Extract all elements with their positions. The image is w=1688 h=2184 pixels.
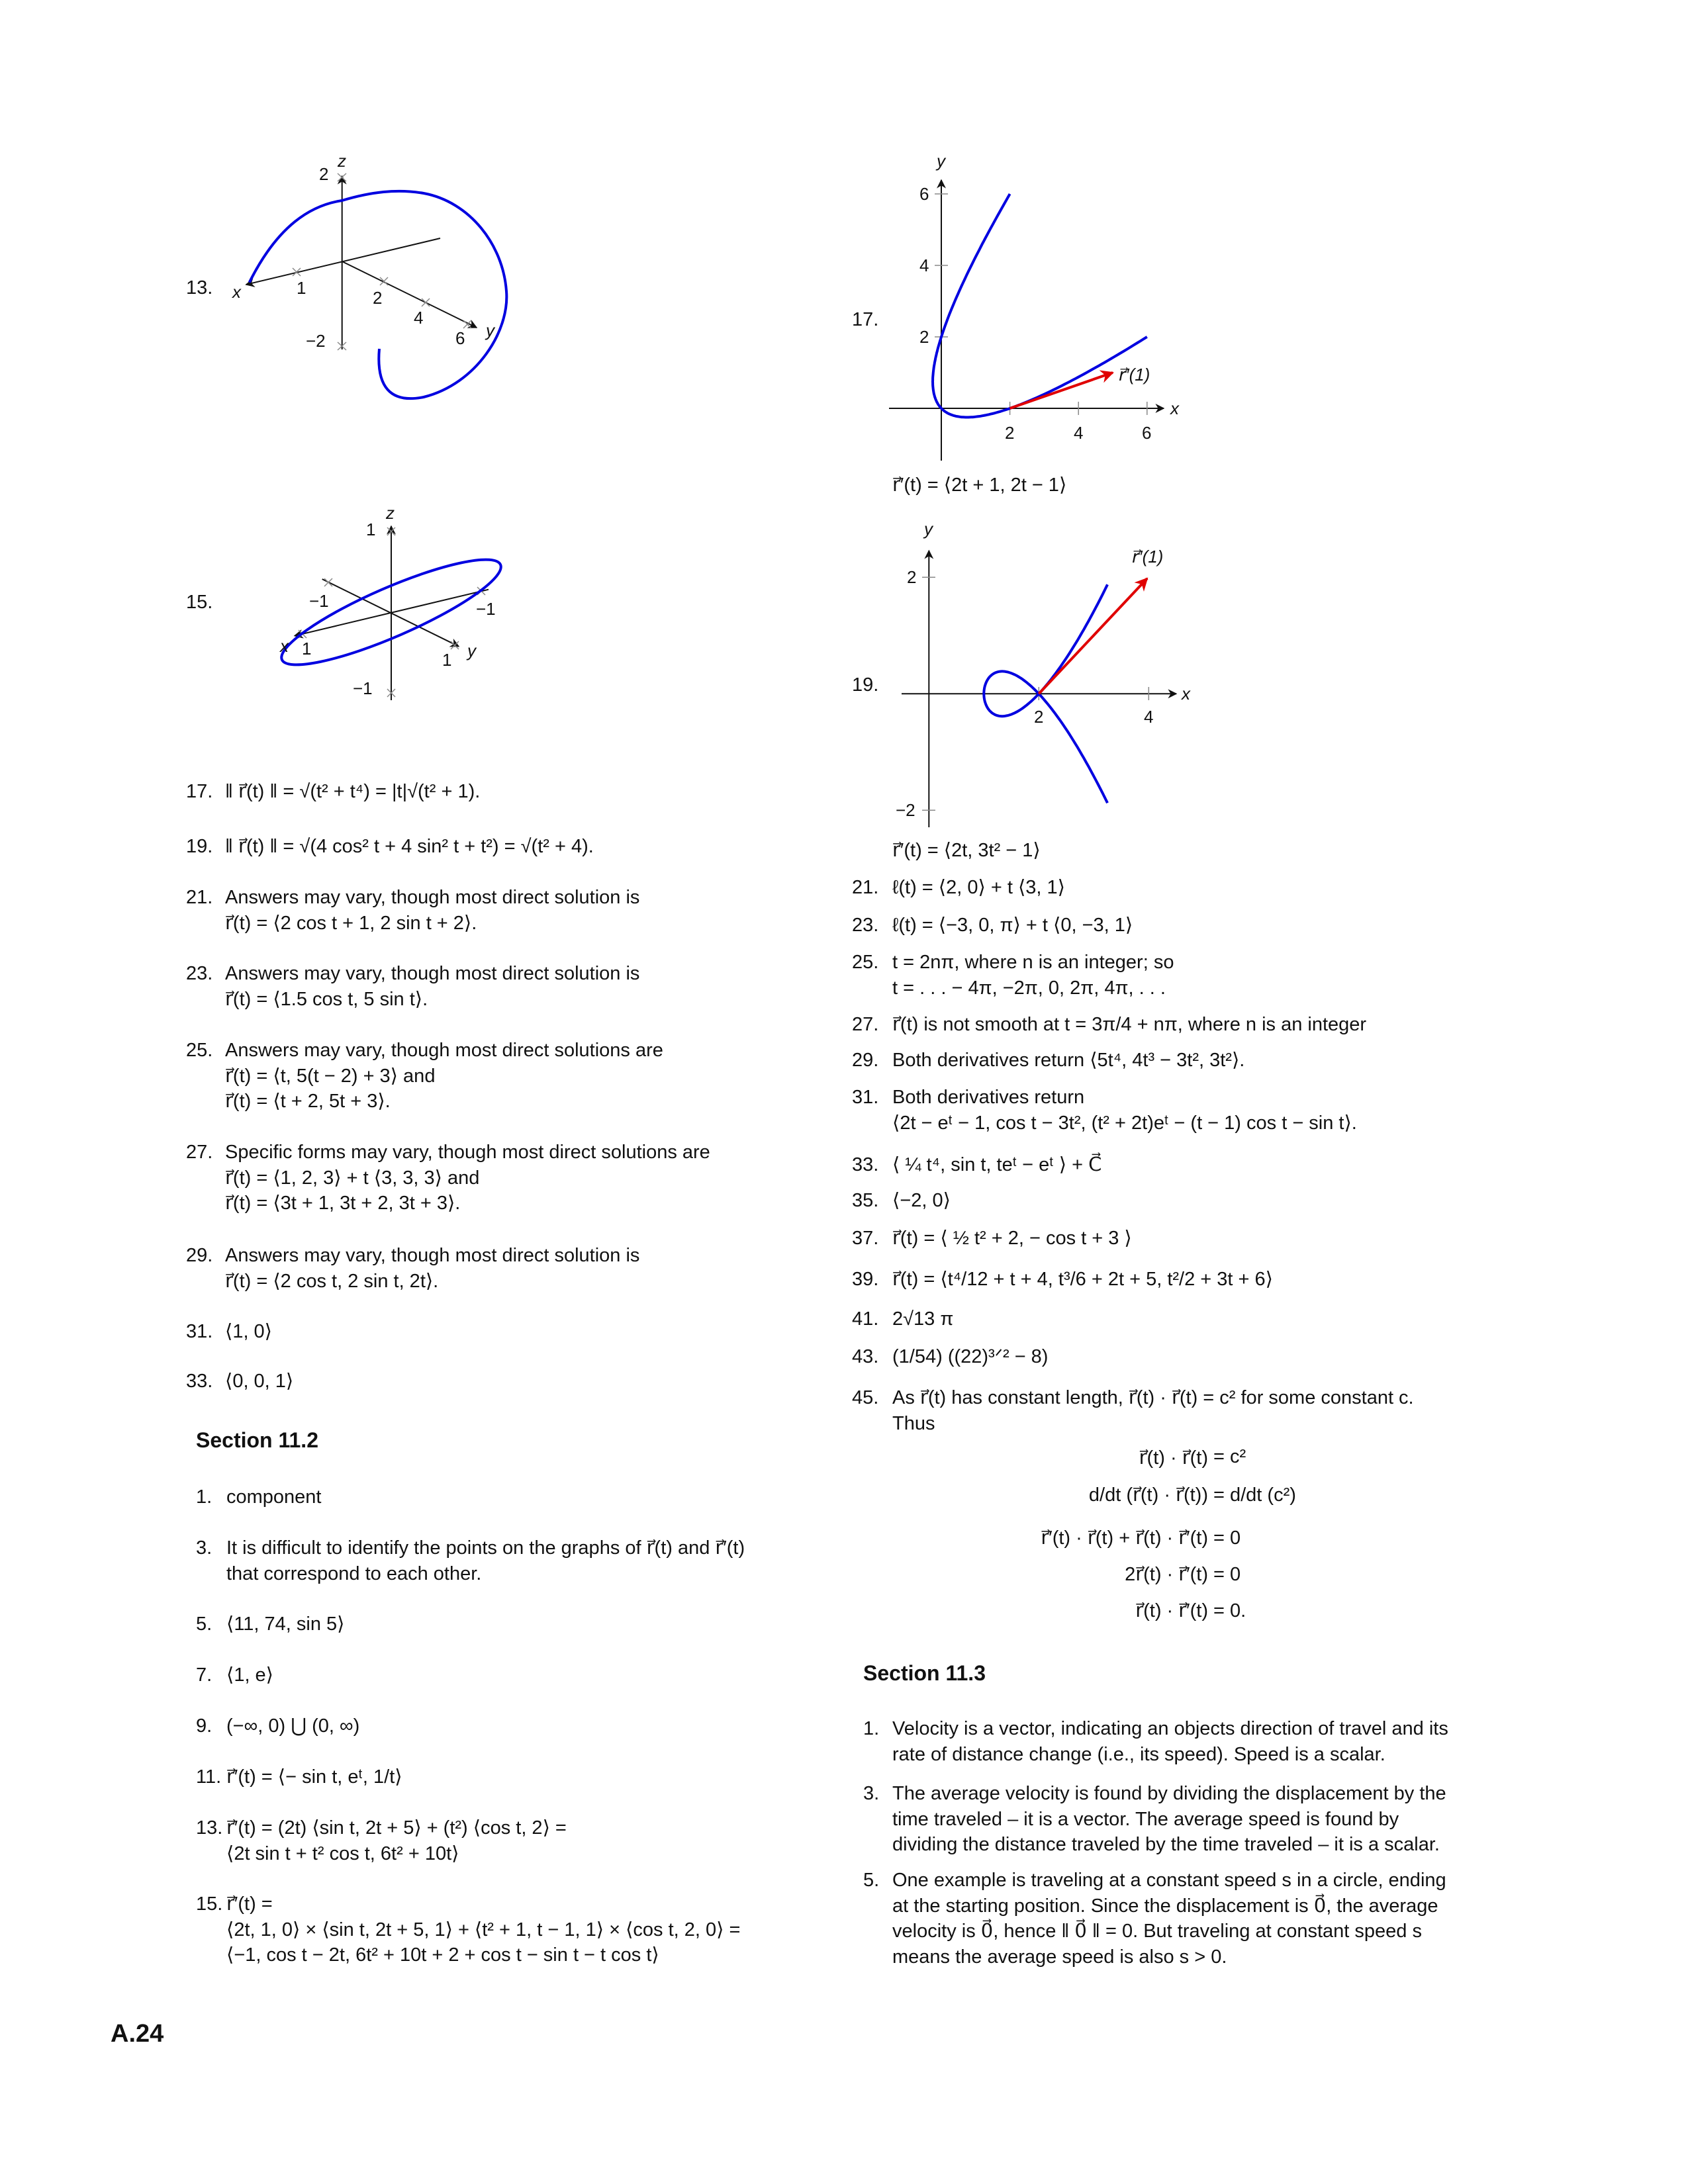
answer-number: 25. [852,952,879,973]
answer-number: 29. [852,1050,879,1071]
answer-item [196,1713,359,1739]
answer-text: ⟨1, e⟩ [226,1664,273,1686]
answer-text: ⟨1, 0⟩ [225,1321,272,1342]
answer-item [196,1662,273,1688]
y-tick-label: 2 [907,567,917,587]
answer-item [863,1868,1446,1970]
answer-number: 21. [186,887,213,908]
answer-item [186,1319,272,1345]
answer-number: 31. [186,1321,213,1342]
x-tick-label: 6 [1142,423,1152,443]
answer-text: r⃗(t) = ⟨ ½ t² + 2, − cos t + 3 ⟩ [892,1228,1132,1249]
answer-text: r⃗(t) = ⟨3t + 1, 3t + 2, 3t + 3⟩. [225,1193,461,1214]
answer-text: ℓ(t) = ⟨−3, 0, π⟩ + t ⟨0, −3, 1⟩ [892,915,1133,936]
answer-text: t = 2nπ, where n is an integer; so [892,952,1174,973]
tick-marks [935,194,1147,415]
answer-item [852,1267,1273,1293]
answer-item [186,1369,293,1394]
figure-number: 17. [852,309,879,330]
equation-rhs: = d/dt (c²) [1213,1484,1296,1506]
answer-number: 27. [852,1014,879,1035]
figure-number: 19. [852,674,879,696]
x-tick-label: 2 [1034,707,1044,727]
answer-text: ⟨0, 0, 1⟩ [225,1371,294,1392]
derivative-vector [1039,578,1147,694]
y-tick-label: 6 [919,184,929,204]
answer-number: 29. [186,1245,213,1266]
answer-number: 7. [196,1664,212,1686]
answer-item [852,1152,1102,1178]
equation-rhs: = c² [1213,1446,1246,1467]
answer-number: 31. [852,1087,879,1108]
y-tick-label: 2 [373,288,383,308]
y-axis [322,579,459,647]
figure-number: 13. [186,277,213,298]
answer-text: Answers may vary, though most direct solution is [225,1245,640,1266]
y-axis [342,261,477,328]
answer-number: 25. [186,1040,213,1061]
answer-text: r⃗′(t) = (2t) ⟨sin t, 2t + 5⟩ + (t²) ⟨cos t, 2⟩ = [226,1817,567,1839]
z-tick-label: 2 [319,164,329,184]
figure-15-3d-curve [272,503,510,700]
answer-item [186,834,594,860]
x-axis-label: x [280,636,289,656]
answer-text: Answers may vary, though most direct solution is [225,887,640,908]
answer-item [852,875,1065,901]
x-tick-label: 2 [1005,423,1015,443]
answer-text: means the average speed is also s > 0. [892,1946,1227,1968]
answer-number: 43. [852,1346,879,1367]
y-tick-label: 4 [414,308,424,328]
figure-17-caption: r⃗′(t) = ⟨2t + 1, 2t − 1⟩ [892,475,1067,496]
answer-item [186,1140,710,1216]
y-tick-label: −1 [309,591,329,611]
answer-text: (−∞, 0) ⋃ (0, ∞) [226,1715,360,1737]
answer-text: (1/54) ((22)³ᐟ² − 8) [892,1346,1049,1367]
answer-item [186,885,639,936]
answer-text: It is difficult to identify the points on the graphs of r⃗(t) and r⃗′(t) [226,1537,745,1559]
answer-text: ⟨ ¼ t⁴, sin t, teᵗ − eᵗ ⟩ + C⃗ [892,1154,1102,1175]
answer-item [852,1306,953,1332]
equation-lhs: r⃗(t) · r⃗(t) [1139,1447,1208,1469]
answer-number: 1. [196,1486,212,1508]
figure-19-plot [896,519,1191,827]
answer-item [196,1764,402,1790]
answer-number: 3. [863,1783,880,1804]
answer-number: 45. [852,1387,879,1408]
answer-number: 17. [186,781,213,802]
answer-number: 23. [852,915,879,936]
answer-item [852,1012,1366,1038]
z-tick-label: −1 [353,678,373,698]
answer-text: ⟨2t sin t + t² cos t, 6t² + 10t⟩ [226,1843,459,1864]
answer-text: ⟨2t − eᵗ − 1, cos t − 3t², (t² + 2t)eᵗ − (t − 1) cos t − sin t⟩. [892,1112,1357,1134]
answer-text: component [226,1486,322,1508]
answer-text: time traveled – it is a vector. The average speed is found by [892,1808,1399,1830]
answer-text: r⃗(t) = ⟨t⁴/12 + t + 4, t³/6 + 2t + 5, t²/2 + 3t + 6⟩ [892,1269,1273,1290]
answer-text: ⟨−2, 0⟩ [892,1190,951,1211]
vector-label: r⃗′(1) [1119,365,1150,385]
x-axis-label: x [1182,684,1190,704]
answer-text: r⃗(t) = ⟨1.5 cos t, 5 sin t⟩. [225,988,428,1010]
equation-lhs: 2r⃗(t) · r⃗′(t) [1125,1564,1208,1585]
answer-item [186,961,639,1012]
y-tick-label: 2 [919,327,929,347]
vector-label: r⃗′(1) [1132,547,1164,567]
answer-text: that correspond to each other. [226,1563,482,1584]
answer-text: ‖ r⃗(t) ‖ = √(t² + t⁴) = |t|√(t² + 1). [225,781,481,802]
answer-text: r⃗(t) = ⟨t, 5(t − 2) + 3⟩ and [225,1065,436,1087]
answer-number: 33. [852,1154,879,1175]
curve [933,194,1147,418]
x-axis-label: x [1170,398,1179,418]
y-tick-label: 1 [442,650,452,670]
z-tick-label: 1 [366,520,376,539]
x-tick-label: 4 [1074,423,1084,443]
equation-rhs: = 0. [1213,1600,1246,1621]
answer-text: dividing the distance traveled by the time traveled – it is a scalar. [892,1834,1440,1855]
answer-text: r⃗(t) = ⟨1, 2, 3⟩ + t ⟨3, 3, 3⟩ and [225,1167,480,1189]
answer-number: 27. [186,1142,213,1163]
answer-number: 1. [863,1718,880,1739]
answer-item [852,1048,1244,1073]
answer-text: Both derivatives return [892,1087,1085,1108]
figure-number: 15. [186,592,213,613]
answer-item [852,913,1133,938]
answer-number: 11. [196,1766,222,1788]
x-tick-label: 1 [297,278,306,298]
figure-17-plot [889,151,1180,461]
answer-text: Answers may vary, though most direct solutions are [225,1040,663,1061]
y-axis-label: y [486,320,494,340]
answer-text: One example is traveling at a constant speed s in a circle, ending [892,1870,1446,1891]
y-axis-label: y [924,519,933,539]
answer-number: 37. [852,1228,879,1249]
equation-rhs: = 0 [1213,1564,1241,1585]
y-tick-label: −2 [896,800,915,820]
y-tick-label: 4 [919,255,929,275]
answer-item [852,1344,1048,1370]
answer-number: 19. [186,836,213,857]
answer-item [186,1038,663,1115]
answer-text: r⃗(t) is not smooth at t = 3π/4 + nπ, where n is an integer [892,1014,1367,1035]
figure-19-caption: r⃗′(t) = ⟨2t, 3t² − 1⟩ [892,840,1041,861]
answer-text: 2√13 π [892,1308,954,1330]
answer-text: r⃗′(t) = [226,1893,273,1915]
figure-13-3d-curve [231,151,506,398]
answer-text: t = . . . − 4π, −2π, 0, 2π, 4π, . . . [892,977,1166,999]
derivation-block [927,1446,1296,1629]
y-tick-label: 6 [455,328,465,348]
answer-text: ⟨2t, 1, 0⟩ × ⟨sin t, 2t + 5, 1⟩ + ⟨t² + 1, t − 1, 1⟩ × ⟨cos t, 2, 0⟩ = [226,1919,741,1940]
equation-lhs: d/dt (r⃗(t) · r⃗(t)) [1088,1484,1208,1506]
equation-lhs: r⃗(t) · r⃗′(t) [1135,1600,1208,1621]
answer-text: Thus [892,1412,935,1434]
answer-item [186,1243,639,1294]
answer-text: velocity is 0⃗, hence ‖ 0⃗ ‖ = 0. But traveling at constant speed s [892,1921,1422,1942]
answer-number: 15. [196,1893,223,1915]
answer-text: r⃗(t) = ⟨2 cos t, 2 sin t, 2t⟩. [225,1270,439,1292]
answer-number: 35. [852,1190,879,1211]
answer-text: Answers may vary, though most direct solution is [225,963,640,984]
z-axis-label: z [386,503,395,523]
answer-text: ‖ r⃗(t) ‖ = √(4 cos² t + 4 sin² t + t²) = √(t² + 4). [225,836,594,857]
equation-rhs: = 0 [1213,1527,1241,1549]
answer-item [852,1085,1357,1136]
answer-number: 13. [196,1817,223,1839]
answer-text: ⟨11, 74, sin 5⟩ [226,1614,345,1635]
answer-text: ℓ(t) = ⟨2, 0⟩ + t ⟨3, 1⟩ [892,877,1065,898]
answer-number: 33. [186,1371,213,1392]
answer-number: 39. [852,1269,879,1290]
answer-text: at the starting position. Since the displacement is 0⃗, the average [892,1895,1438,1917]
answer-text: Both derivatives return ⟨5t⁴, 4t³ − 3t², 3t²⟩. [892,1050,1245,1071]
answer-item [186,779,480,805]
answer-text: The average velocity is found by dividing the displacement by the [892,1783,1446,1804]
answer-item [196,1891,740,1968]
answer-number: 5. [863,1870,880,1891]
answer-item [196,1815,567,1866]
x-tick-label: 1 [302,639,312,659]
answer-text: Velocity is a vector, indicating an objects direction of travel and its [892,1718,1448,1739]
answer-number: 9. [196,1715,212,1737]
answer-item [852,1188,951,1214]
answer-number: 23. [186,963,213,984]
answer-item [863,1716,1448,1767]
z-tick-label: −2 [306,331,326,351]
x-tick-label: −1 [476,599,496,619]
derivative-vector [1010,373,1113,408]
answer-item [852,950,1174,1001]
x-tick-label: 4 [1144,707,1154,727]
answer-text: ⟨−1, cos t − 2t, 6t² + 10t + 2 + cos t − sin t − t cos t⟩ [226,1944,659,1966]
answer-text: As r⃗(t) has constant length, r⃗(t) · r⃗(t) = c² for some constant c. [892,1387,1414,1408]
y-axis-label: y [467,641,476,660]
section-heading: Section 11.3 [863,1661,986,1685]
z-axis-label: z [338,151,346,171]
answer-item [852,1226,1132,1251]
answer-item [196,1612,344,1637]
section-heading: Section 11.2 [196,1428,318,1452]
x-axis-label: x [232,282,241,302]
answer-number: 21. [852,877,879,898]
answer-text: r⃗(t) = ⟨2 cos t + 1, 2 sin t + 2⟩. [225,912,477,934]
answer-text: rate of distance change (i.e., its speed). Speed is a scalar. [892,1743,1385,1765]
answer-number: 5. [196,1614,212,1635]
answer-item [863,1781,1446,1858]
page-number: A.24 [111,2020,164,2048]
answer-item [852,1385,1414,1436]
answer-number: 3. [196,1537,212,1559]
answer-text: Specific forms may vary, though most direct solutions are [225,1142,710,1163]
answer-item [196,1484,322,1510]
answer-item [196,1535,745,1586]
answer-number: 41. [852,1308,879,1330]
answer-text: r⃗′(t) = ⟨− sin t, eᵗ, 1/t⟩ [226,1766,402,1788]
answer-text: r⃗(t) = ⟨t + 2, 5t + 3⟩. [225,1091,391,1112]
equation-lhs: r⃗′(t) · r⃗(t) + r⃗(t) · r⃗′(t) [1041,1527,1208,1549]
y-axis-label: y [937,151,945,171]
